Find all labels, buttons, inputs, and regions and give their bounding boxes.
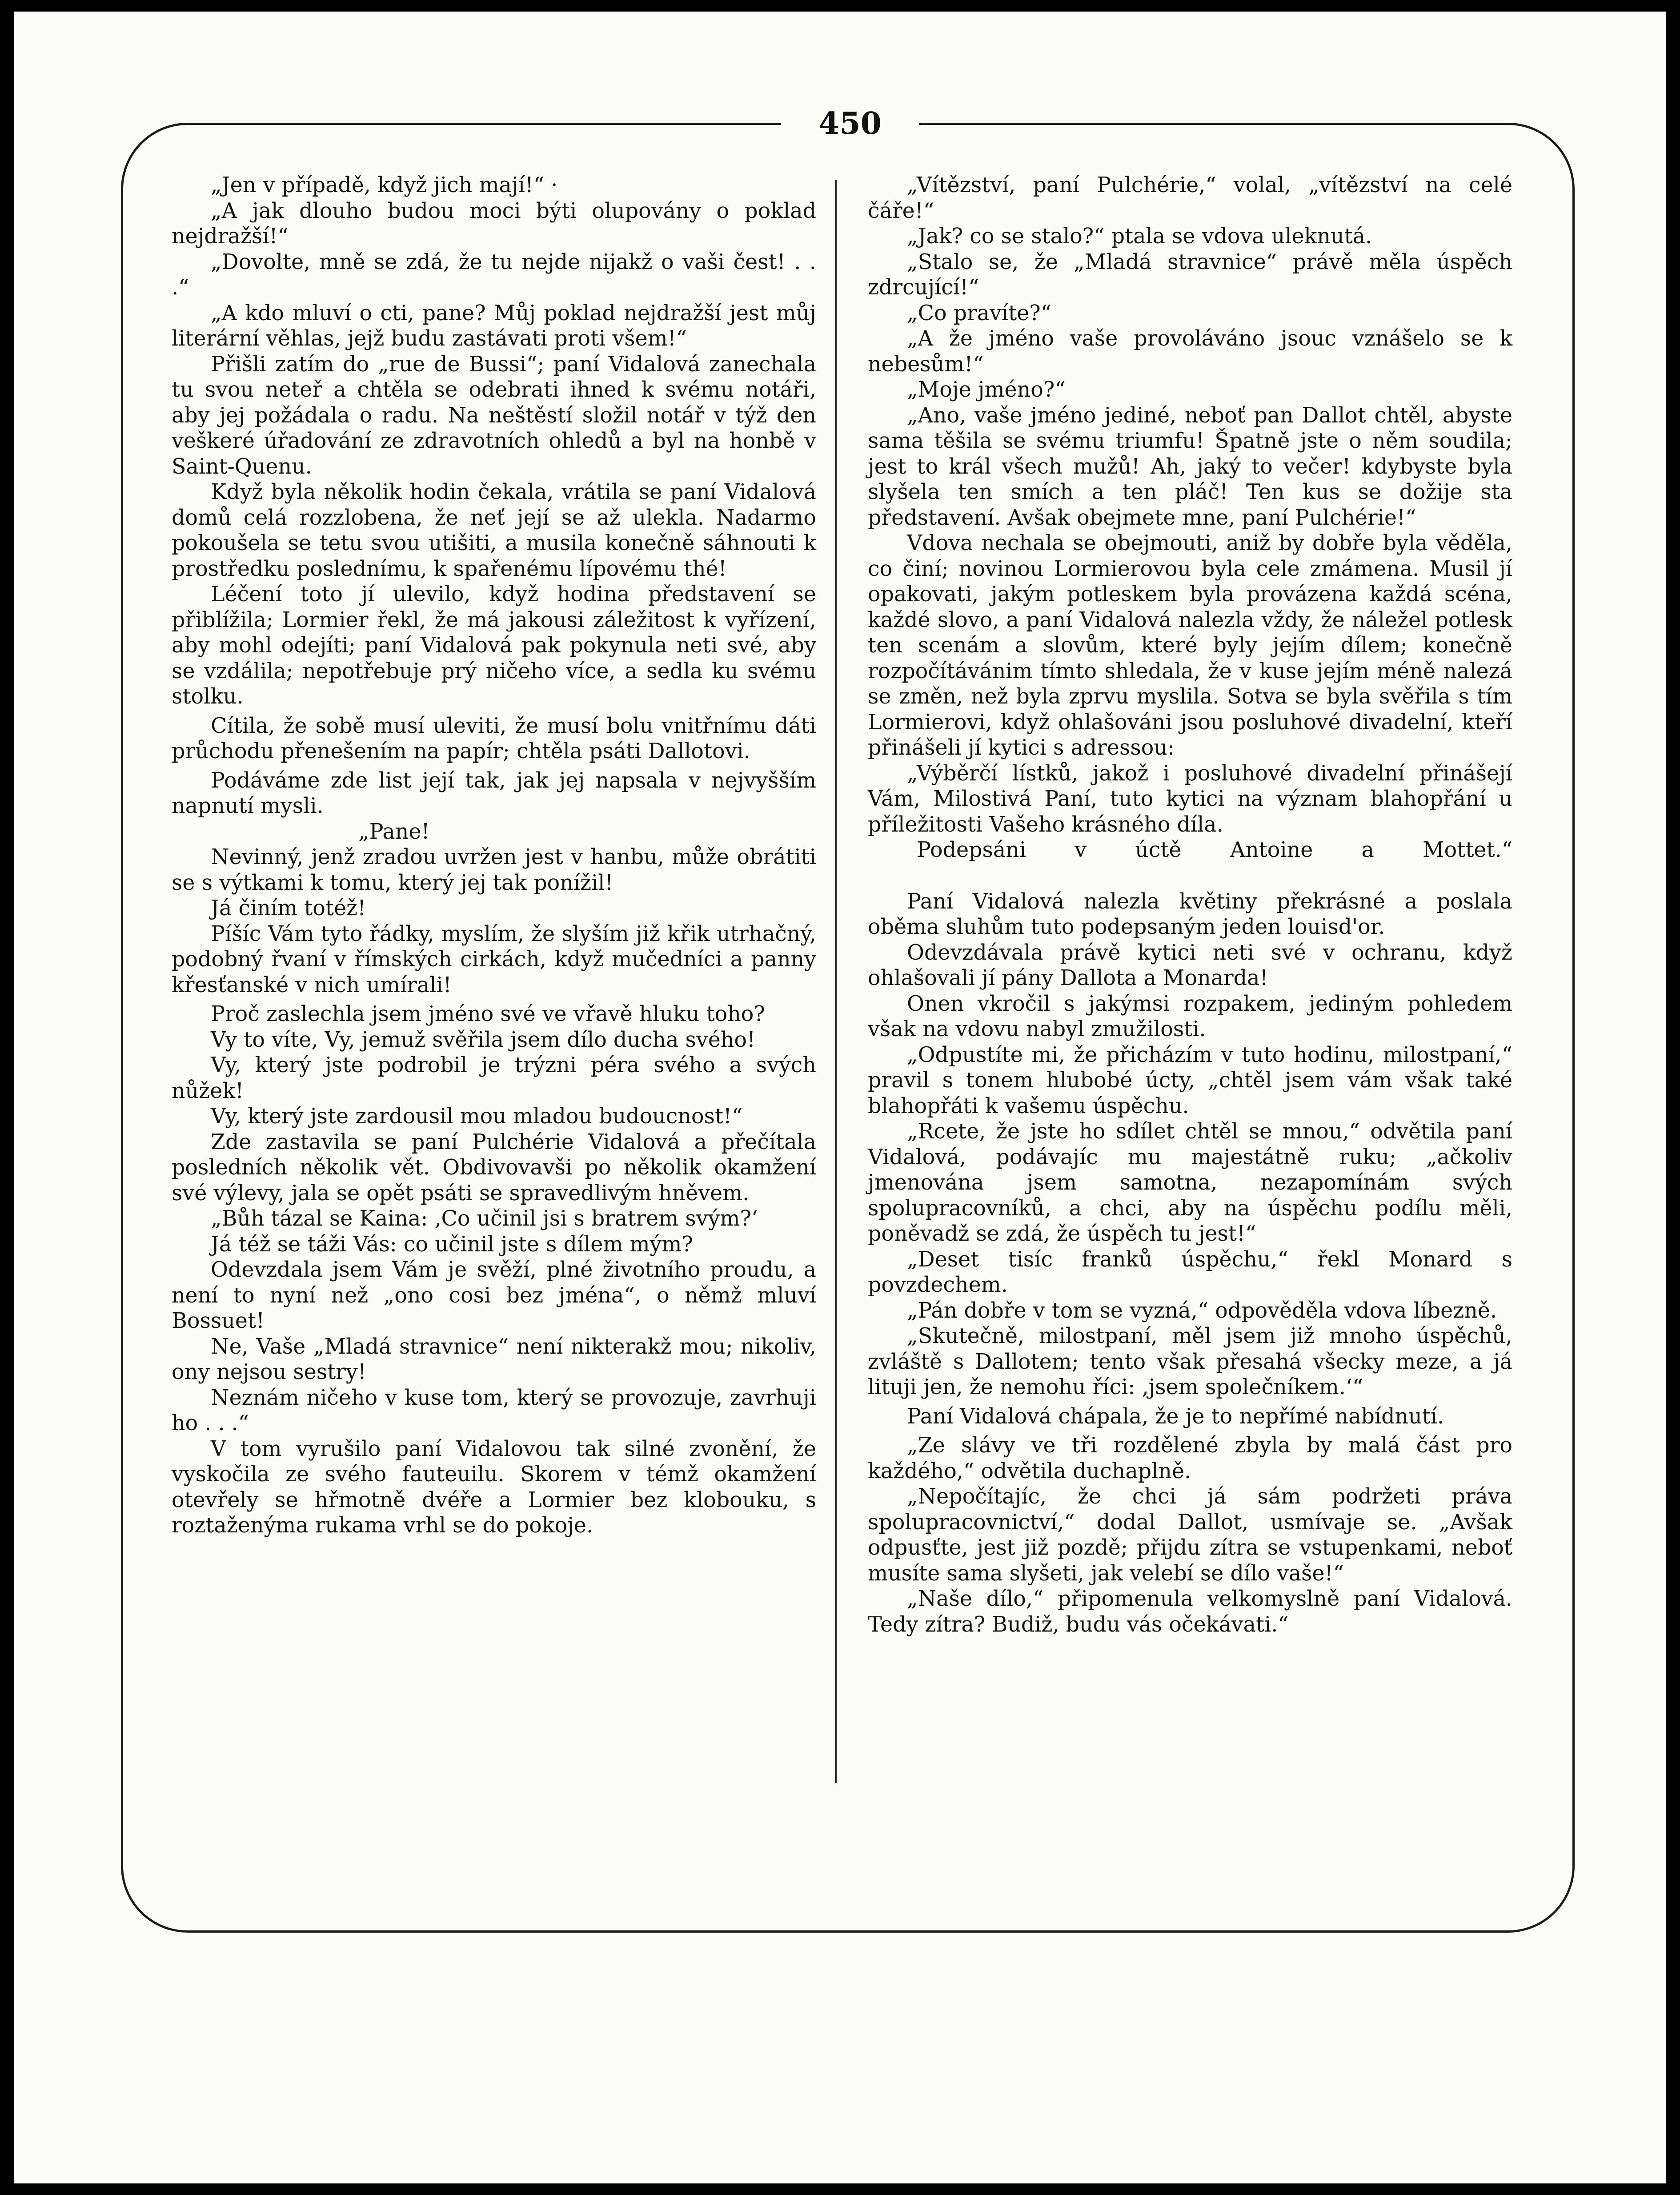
paragraph: „Odpustíte mi, že přicházím v tuto hodinu, milostpaní,“ pravil s tonem hlubobé úcty, „chtěl jsem vám však také blahopřáti k vašemu úspěchu. [868,1042,1512,1118]
paragraph: „A že jméno vaše provoláváno jsouc vznášelo se k nebesům!“ [868,326,1512,377]
paragraph: „Ze slávy ve tři rozdělené zbyla by malá část pro každého,“ odvětila duchaplně. [868,1433,1512,1483]
paragraph: „Nepočítajíc, že chci já sám podržeti práva spolupracovnictví,“ dodal Dallot, usmívaje se. „Avšak odpusťte, jest již pozdě; přijdu zítra se vstupenkami, neboť musíte sama slyšeti, jak velebí se dílo vaše!“ [868,1484,1512,1586]
paragraph: Vdova nechala se obejmouti, aniž by dobře byla věděla, co činí; novinou Lormierovou byla cele zmámena. Musil jí opakovati, jakým potleskem byla provázena každá scéna, každé slovo, a paní Vidalová nalezla vždy, že náležel potlesk ten scenám a slovům, které byly jejím dílem; konečně rozpočítávánim tímto shledala, že v kuse jejím méně nalezá se změn, než byla zprvu myslila. Sotva se byla svěřila s tím Lormierovi, když ohlašováni jsou posluhové divadelní, kteří přinášeli jí kytici s adressou: [868,531,1512,760]
paragraph: Já činím totéž! [211,896,366,921]
paragraph: Přišli zatím do „rue de Bussi“; paní Vidalová zanechala tu svou neteř a chtěla se odebrati ihned k svému notáři, aby jej požádala o radu. Na neštěstí složil notář v týž den veškeré úřadování ze zdravotních ohledů a byl na honbě v Saint-Quenu. [172,352,816,479]
paragraph: Paní Vidalová chápala, že je to nepřímé nabídnutí. [907,1404,1444,1429]
paragraph: Já též se táži Vás: co učinil jste s dílem mým? [211,1232,693,1257]
paragraph: „Dovolte, mně se zdá, že tu nejde nijakž o vaši čest! . . .“ [172,249,816,300]
paragraph: Neznám ničeho v kuse tom, který se provozuje, zavrhuji ho . . .“ [172,1385,816,1435]
paragraph: „Jak? co se stalo?“ ptala se vdova uleknutá. [907,224,1372,249]
paragraph: Onen vkročil s jakýmsi rozpakem, jediným pohledem však na vdovu nabyl zmužilosti. [868,991,1512,1041]
paragraph: V tom vyrušilo paní Vidalovou tak silné zvonění, že vyskočila ze svého fauteuilu. Skorem v témž okamžení otevřely se hřmotně dvéře a Lormier bez klobouku, s roztaženýma rukama vrhl se do pokoje. [172,1436,816,1538]
paragraph: „Moje jméno?“ [907,378,1066,402]
paragraph: „Výběrčí lístků, jakož i posluhové divadelní přinášejí Vám, Milostivá Paní, tuto kytici na význam blahopřání u příležitosti Vašeho krásného díla. [868,761,1512,837]
paragraph: „A kdo mluví o cti, pane? Můj poklad nejdražší jest můj literární věhlas, jejž budu zastávati proti všem!“ [172,301,816,351]
paragraph: „Rcete, že jste ho sdílet chtěl se mnou,“ odvětila paní Vidalová, podávajíc mu majestátně ruku; „ačkoliv jmenována jsem samotna, nezapomínám svých spolupracovníků, a chci, aby na úspěchu podílu měli, poněvadž se zdá, že úspěch tu jest!“ [868,1119,1512,1246]
paragraph: Podáváme zde list její tak, jak jej napsala v nejvyšším napnutí mysli. [172,768,816,818]
left-column [172,173,816,1539]
paragraph: „Stalo se, že „Mladá stravnice“ právě měla úspěch zdrcující!“ [868,249,1512,300]
paragraph: Vy, který jste podrobil je trýzni péra svého a svých nůžek! [172,1053,816,1103]
paragraph: Odevzdala jsem Vám je svěží, plné životního proudu, a není to nyní než „ono cosi bez jména“, o němž mluví Bossuet! [172,1258,816,1333]
paragraph: Odevzdávala právě kytici neti své v ochranu, když ohlašovali jí pány Dallota a Monarda! [868,940,1512,990]
signature-names: Antoine a Mottet.“ [1230,838,1512,862]
paragraph: „Bůh tázal se Kaina: ‚Co učinil jsi s bratrem svým?‘ [211,1206,758,1231]
paragraph: Když byla několik hodin čekala, vrátila se paní Vidalová domů celá rozzlobena, že neť její se až ulekla. Nadarmo pokoušela se tetu svou utišiti, a musila konečně sáhnouti k prostředku poslednímu, k spařenému lípovému thé! [172,480,816,581]
paragraph: „Ano, vaše jméno jediné, neboť pan Dallot chtěl, abyste sama těšila se svému triumfu! Špatně jste o něm soudila; jest to král všech mužů! Ah, jaký to večer! kdybyste byla slyšela ten smích a ten pláč! Ten kus se dožije sta představení. Avšak obejmete mne, paní Pulchérie!“ [868,403,1512,530]
paragraph: Píšíc Vám tyto řádky, myslím, že slyším již křik utrhačný, podobný řvaní v římských cirkách, když mučedníci a panny křesťanské v nich umírali! [172,921,816,997]
paragraph: Cítila, že sobě musí uleviti, že musí bolu vnitřnímu dáti průchodu přenešením na papír; chtěla psáti Dallotovi. [172,713,816,764]
paragraph: „Deset tisíc franků úspěchu,“ řekl Monard s povzdechem. [868,1247,1512,1297]
paragraph: „Pán dobře v tom se vyzná,“ odpověděla vdova líbezně. [907,1298,1497,1323]
paragraph: „Jen v případě, když jich mají!“ · [211,173,558,197]
paragraph: „Naše dílo,“ připomenula velkomyslně paní Vidalová. Tedy zítra? Budiž, budu vás očekávati.“ [868,1587,1512,1637]
page-number: 450 [818,106,882,141]
signature-label: Podepsáni v úctě [917,838,1182,862]
paragraph: Paní Vidalová nalezla květiny překrásné a poslala oběma sluhům tuto podepsaným jeden louisd'or. [868,889,1512,939]
paragraph: „Co pravíte?“ [907,301,1052,326]
paragraph: „A jak dlouho budou moci býti olupovány o poklad nejdražší!“ [172,198,816,249]
paragraph: Zde zastavila se paní Pulchérie Vidalová a přečítala posledních několik vět. Obdivovavši po několik okamžení své výlevy, jala se opět psáti se spravedlivým hněvem. [172,1130,816,1206]
column-divider [835,180,837,1783]
paragraph: „Skutečně, milostpaní, měl jsem již mnoho úspěchů, zvláště s Dallotem; tento však přesahá všecky meze, a já lituji jen, že nemohu říci: ‚jsem společníkem.‘“ [868,1324,1512,1399]
paragraph: Vy to víte, Vy, jemuž svěřila jsem dílo ducha svého! [211,1027,756,1052]
letter-salutation: „Pane! [358,819,430,844]
paragraph: Ne, Vaše „Mladá stravnice“ není nikterakž mou; nikoliv, ony nejsou sestry! [172,1334,816,1384]
paragraph: Vy, který jste zardousil mou mladou budoucnost!“ [211,1104,743,1129]
right-column [868,173,1512,1637]
paragraph: Léčení toto jí ulevilo, když hodina představení se přiblížila; Lormier řekl, že má jakousi záležitost k vyřízení, aby mohl odejíti; paní Vidalová pak pokynula neti své, aby se vzdálila; nepotřebuje prý ničeho více, a sedla ku svému stolku. [172,582,816,709]
page-sheet [14,12,1666,2183]
letter-signature [868,837,1512,863]
paragraph: „Vítězství, paní Pulchérie,“ volal, „vítězství na celé čáře!“ [868,173,1512,223]
paragraph: Nevinný, jenž zradou uvržen jest v hanbu, může obrátiti se s výtkami k tomu, který jej tak ponížil! [172,845,816,895]
paragraph: Proč zaslechla jsem jméno své ve vřavě hluku toho? [211,1002,765,1026]
